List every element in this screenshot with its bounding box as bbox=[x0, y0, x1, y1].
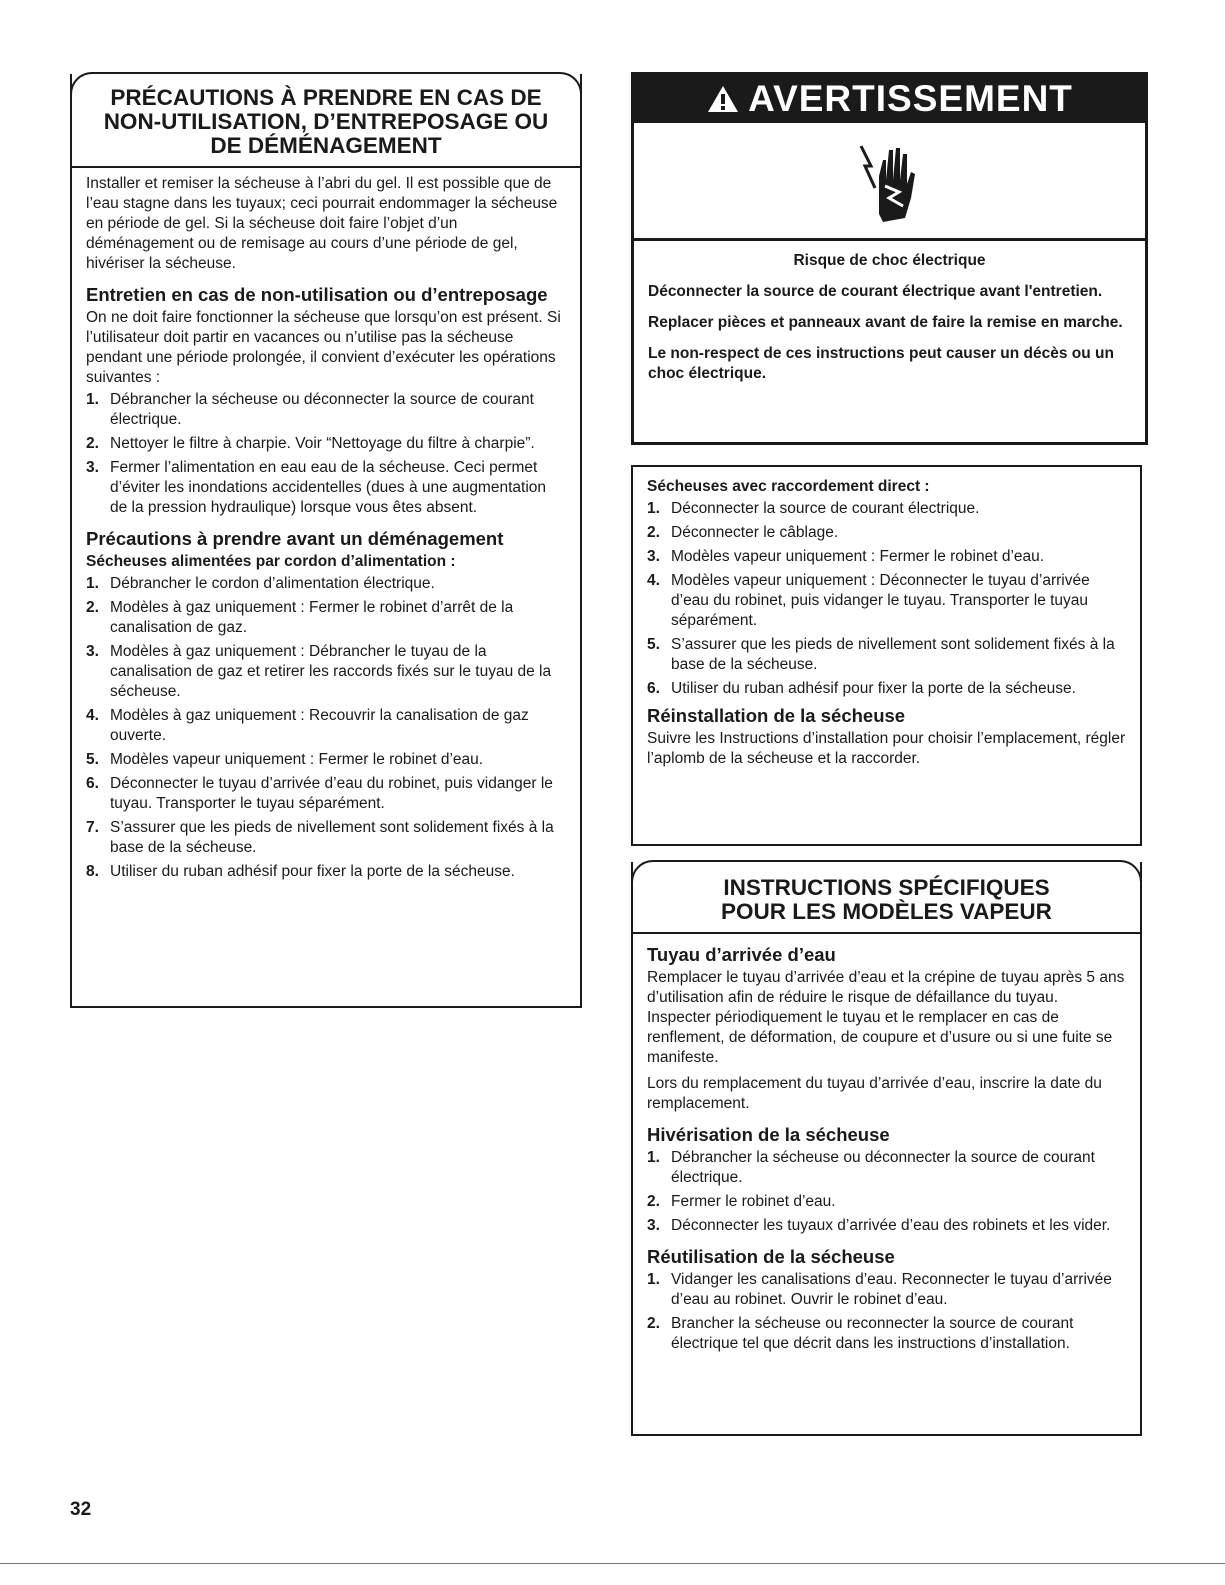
list-item: 2. Modèles à gaz uniquement : Fermer le robinet d’arrêt de la canalisation de gaz. bbox=[86, 599, 514, 636]
direct-wire-dryers-box bbox=[631, 465, 1142, 846]
step-list bbox=[86, 574, 566, 882]
list-item: 4. Modèles vapeur uniquement : Déconnecter le tuyau d’arrivée d’eau du robinet, puis vidanger le tuyau. Transporter le tuyau séparément. bbox=[647, 572, 1090, 629]
list-item: 2. Déconnecter le câblage. bbox=[647, 524, 839, 541]
list-item: 2. Nettoyer le filtre à charpie. Voir “Nettoyage du filtre à charpie”. bbox=[86, 435, 535, 452]
step-list bbox=[86, 390, 566, 518]
electric-shock-warning bbox=[631, 72, 1148, 445]
warning-line: Replacer pièces et panneaux avant de faire la remise en marche. bbox=[648, 314, 1123, 331]
risk-line: Risque de choc électrique bbox=[793, 252, 986, 269]
list-item: 3. Déconnecter les tuyaux d’arrivée d’eau des robinets et les vider. bbox=[647, 1217, 1111, 1234]
warning-title: AVERTISSEMENT bbox=[748, 78, 1073, 119]
steam-models-instructions-box bbox=[631, 862, 1142, 1436]
list-item: 3. Fermer l’alimentation en eau eau de la sécheuse. Ceci permet d’éviter les inondations accidentelles (dues à une augmentation de la pression hydraulique) lorsque vous êtes absent. bbox=[86, 459, 547, 516]
section-text: Suivre les Instructions d’installation pour choisir l’emplacement, régler l’aplomb de la sécheuse et la raccorder. bbox=[647, 730, 1126, 767]
step-list bbox=[647, 499, 1126, 699]
box-body bbox=[633, 934, 1140, 1368]
section-text: Remplacer le tuyau d’arrivée d’eau et la crépine de tuyau après 5 ans d’utilisation afin de réduire le risque de défaillance du tuyau. Inspecter périodiquement le tuyau et le remplacer en cas de renflement, de déformation, de coupure et d’usure ou si une fuite se manifeste. bbox=[647, 969, 1125, 1066]
list-item: 2. Fermer le robinet d’eau. bbox=[647, 1193, 836, 1210]
section-heading: Précautions à prendre avant un déménagement bbox=[86, 528, 504, 549]
warning-line: Le non-respect de ces instructions peut causer un décès ou un choc électrique. bbox=[648, 345, 1114, 382]
storage-moving-precautions-box bbox=[70, 74, 582, 1008]
list-item: 3. Modèles vapeur uniquement : Fermer le robinet d’eau. bbox=[647, 548, 1045, 565]
box-title: INSTRUCTIONS SPÉCIFIQUES POUR LES MODÈLES VAPEUR bbox=[633, 862, 1140, 934]
warning-banner bbox=[634, 75, 1145, 123]
warning-line: Déconnecter la source de courant électrique avant l'entretien. bbox=[648, 283, 1103, 300]
sub-heading: Sécheuses avec raccordement direct : bbox=[647, 478, 930, 495]
list-item: 6. Déconnecter le tuyau d’arrivée d’eau du robinet, puis vidanger le tuyau. Transporter le tuyau séparément. bbox=[86, 775, 553, 812]
page-number: 32 bbox=[70, 1499, 92, 1520]
section-heading: Réutilisation de la sécheuse bbox=[647, 1246, 895, 1267]
list-item: 1. Vidanger les canalisations d’eau. Reconnecter le tuyau d’arrivée d’eau au robinet. Ouvrir le robinet d’eau. bbox=[647, 1271, 1112, 1308]
step-list bbox=[647, 1270, 1126, 1354]
list-item: 2. Brancher la sécheuse ou reconnecter la source de courant électrique tel que décrit dans les instructions d’installation. bbox=[647, 1315, 1074, 1352]
list-item: 1. Déconnecter la source de courant électrique. bbox=[647, 500, 980, 517]
section-text: Lors du remplacement du tuyau d’arrivée d’eau, inscrire la date du remplacement. bbox=[647, 1075, 1102, 1112]
list-item: 5. Modèles vapeur uniquement : Fermer le robinet d’eau. bbox=[86, 751, 484, 768]
list-item: 1. Débrancher le cordon d’alimentation électrique. bbox=[86, 575, 435, 592]
list-item: 1. Débrancher la sécheuse ou déconnecter la source de courant électrique. bbox=[647, 1149, 1095, 1186]
list-item: 4. Modèles à gaz uniquement : Recouvrir la canalisation de gaz ouverte. bbox=[86, 707, 529, 744]
section-heading: Tuyau d’arrivée d’eau bbox=[647, 944, 836, 965]
box-body bbox=[633, 467, 1140, 785]
box-title: PRÉCAUTIONS À PRENDRE EN CAS DE NON-UTILISATION, D’ENTREPOSAGE OU DE DÉMÉNAGEMENT bbox=[72, 74, 580, 168]
list-item: 6. Utiliser du ruban adhésif pour fixer la porte de la sécheuse. bbox=[647, 680, 1076, 697]
electric-shock-hand-icon bbox=[855, 136, 925, 226]
bottom-rule bbox=[0, 1563, 1225, 1564]
warning-icon-area bbox=[634, 123, 1145, 241]
warning-text bbox=[634, 241, 1145, 405]
sub-heading: Sécheuses alimentées par cordon d’alimentation : bbox=[86, 553, 456, 570]
warning-triangle-icon bbox=[706, 84, 740, 114]
section-heading: Hivérisation de la sécheuse bbox=[647, 1124, 890, 1145]
list-item: 8. Utiliser du ruban adhésif pour fixer la porte de la sécheuse. bbox=[86, 863, 515, 880]
box-body bbox=[72, 168, 580, 896]
list-item: 1. Débrancher la sécheuse ou déconnecter la source de courant électrique. bbox=[86, 391, 534, 428]
section-heading: Réinstallation de la sécheuse bbox=[647, 705, 906, 726]
list-item: 5. S’assurer que les pieds de nivellement sont solidement fixés à la base de la sécheuse. bbox=[647, 636, 1115, 673]
section-heading: Entretien en cas de non-utilisation ou d’entreposage bbox=[86, 284, 548, 305]
step-list bbox=[647, 1148, 1126, 1236]
list-item: 3. Modèles à gaz uniquement : Débrancher le tuyau de la canalisation de gaz et retirer les raccords fixés sur le tuyau de la sécheuse. bbox=[86, 643, 552, 700]
section-text: On ne doit faire fonctionner la sécheuse que lorsqu’on est présent. Si l’utilisateur doit partir en vacances ou n’utilise pas la sécheuse pendant une période prolongée, il convient d’exécuter les opérations suivantes : bbox=[86, 309, 561, 386]
intro-paragraph: Installer et remiser la sécheuse à l’abri du gel. Il est possible que de l’eau stagne dans les tuyaux; ceci pourrait endommager la sécheuse en période de gel. Si la sécheuse doit faire l’objet d’un déménagement ou de remisage au cours d’une période de gel, hivériser la sécheuse. bbox=[86, 175, 558, 272]
list-item: 7. S’assurer que les pieds de nivellement sont solidement fixés à la base de la sécheuse. bbox=[86, 819, 554, 856]
